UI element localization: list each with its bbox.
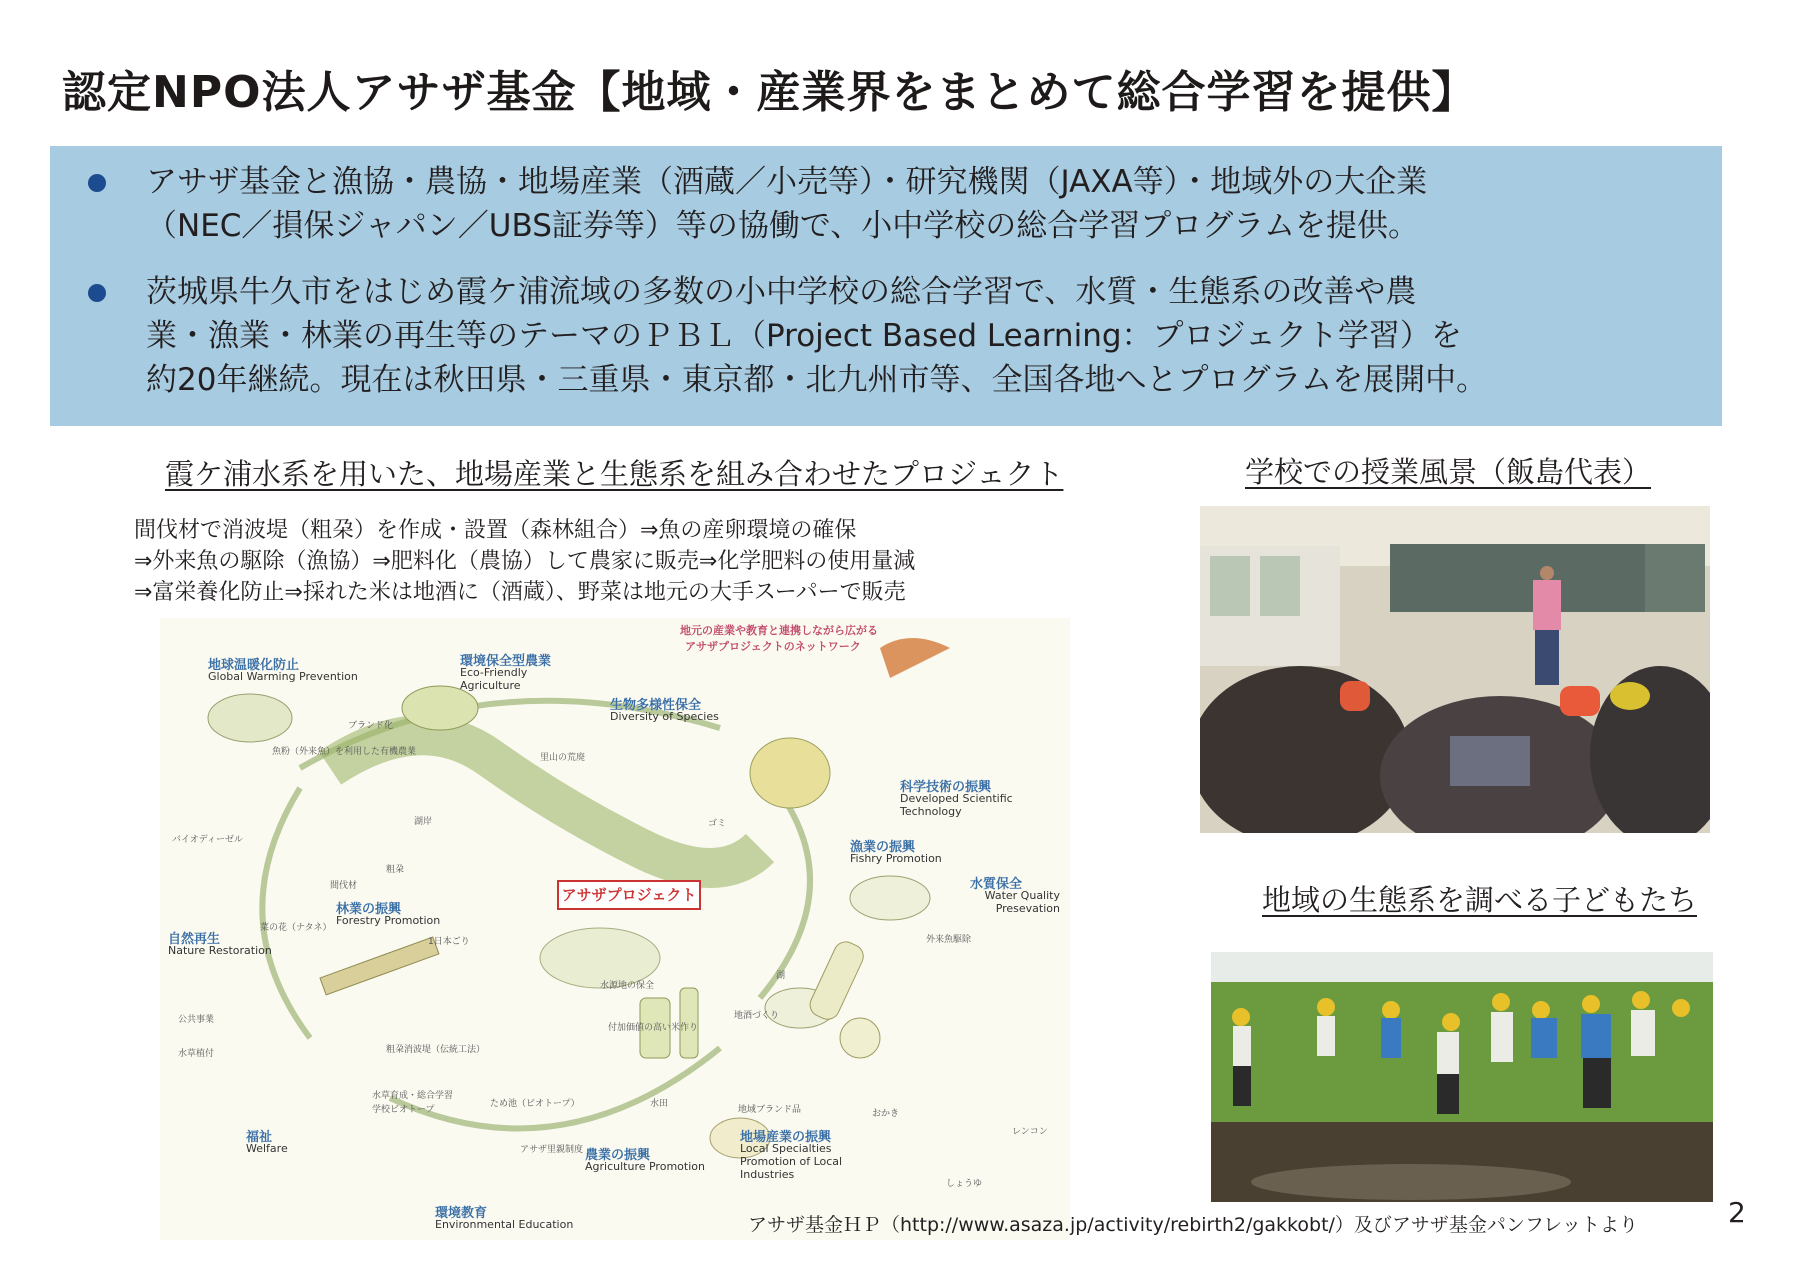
bullet-line: （NEC／損保ジャパン／UBS証券等）等の協働で、小中学校の総合学習プログラムを提供。 [146, 208, 1419, 244]
node-label: 地球温暖化防止 [208, 658, 300, 673]
page-number: 2 [1728, 1196, 1746, 1229]
small-label: 水源地の保全 [600, 981, 655, 991]
classroom-photo-graphic [1200, 506, 1710, 833]
node-label-en: Forestry Promotion [336, 914, 441, 927]
network-header: アサザプロジェクトのネットワーク [685, 640, 861, 653]
node-label: 福祉 [246, 1130, 273, 1145]
small-label: ブランド化 [348, 721, 394, 731]
small-label: 地域ブランド品 [738, 1105, 802, 1115]
small-label: 学校ビオトープ [372, 1105, 435, 1115]
ecosystem-heading: 地域の生態系を調べる子どもたち [1262, 883, 1698, 917]
node-label-en: Diversity of Species [610, 710, 719, 723]
node-label: 自然再生 [168, 932, 221, 947]
small-label: 魚粉（外来魚）を利用した有機農業 [272, 747, 417, 757]
bullet-line: 茨城県牛久市をはじめ霞ケ浦流域の多数の小中学校の総合学習で、水質・生態系の改善や農 [146, 274, 1417, 310]
node-label-en: Eco-Friendly Agriculture [460, 666, 528, 692]
small-label: 間伐材 [330, 881, 358, 891]
small-label: 水草育成・総合学習 [372, 1091, 454, 1101]
classroom-heading: 学校での授業風景（飯島代表） [1245, 455, 1652, 489]
small-label: おかき [872, 1109, 900, 1119]
small-label: アサザ里親制度 [520, 1145, 584, 1155]
small-label: 外来魚駆除 [926, 935, 972, 945]
bullet-line: 約20年継続。現在は秋田県・三重県・東京都・北九州市等、全国各地へとプログラムを展開中。 [146, 362, 1488, 398]
network-header: 地元の産業や教育と連携しながら広がる [680, 624, 878, 637]
page-title: 認定NPO法人アサザ基金【地域・産業界をまとめて総合学習を提供】 [62, 67, 1477, 118]
small-label: 粗朶消波堤（伝統工法） [386, 1045, 486, 1055]
small-label: 公共事業 [178, 1015, 215, 1025]
flow-line: ⇒富栄養化防止⇒採れた米は地酒に（酒蔵）、野菜は地元の大手スーパーで販売 [134, 580, 906, 605]
asaza-network-illustration [160, 618, 1070, 1240]
small-label: 湖岸 [414, 817, 433, 827]
node-label-en: Local Specialties Promotion of Local Industries [740, 1142, 843, 1181]
flow-line: 間伐材で消波堤（粗朶）を作成・設置（森林組合）⇒魚の産卵環境の確保 [134, 518, 857, 543]
node-label-en: Fishry Promotion [850, 852, 942, 865]
project-heading: 霞ケ浦水系を用いた、地場産業と生態系を組み合わせたプロジェクト [165, 457, 1064, 491]
bullet-dot-icon [88, 284, 106, 302]
bullet-item [88, 160, 1688, 248]
node-label: 生物多様性保全 [610, 698, 702, 713]
node-label-en: Global Warming Prevention [208, 670, 358, 683]
bullet-line: 業・漁業・林業の再生等のテーマのＰＢＬ（Project Based Learning：プロジェクト学習）を [146, 318, 1462, 354]
small-label: 1日本ごり [428, 937, 470, 947]
small-label: ため池（ビオトープ） [490, 1099, 580, 1109]
node-label-en: Developed Scientific Technology [900, 792, 1013, 818]
small-label: 粗朶 [386, 865, 405, 875]
source-citation: アサザ基金ＨＰ（http://www.asaza.jp/activity/rebirth2/gakkobt/）及びアサザ基金パンフレットより [748, 1214, 1638, 1236]
node-label-en: Environmental Education [435, 1218, 574, 1231]
children-photo [1211, 952, 1713, 1202]
small-label: 菜の花（ナタネ） [260, 923, 332, 933]
small-label: レンコン [1012, 1127, 1048, 1137]
small-label: しょうゆ [946, 1179, 983, 1189]
classroom-photo [1200, 506, 1710, 833]
node-label: 農業の振興 [585, 1148, 651, 1163]
bullet-line: アサザ基金と漁協・農協・地場産業（酒蔵／小売等）・研究機関（JAXA等）・地域外の大企業 [146, 164, 1428, 200]
node-label: 環境保全型農業 [460, 654, 552, 669]
small-label: ゴミ [708, 819, 727, 829]
small-label: 付加価値の高い米作り [608, 1023, 699, 1033]
node-label: 水質保全 [970, 877, 1023, 892]
small-label: 水草植付 [178, 1049, 215, 1059]
small-label: バイオディーゼル [172, 835, 243, 845]
node-label-en: Nature Restoration [168, 944, 272, 957]
node-label-en: Agriculture Promotion [585, 1160, 705, 1173]
bullet-item [88, 270, 1688, 402]
node-label: 林業の振興 [336, 902, 402, 917]
node-label-en: Welfare [246, 1142, 288, 1155]
project-flow [134, 515, 1094, 608]
center-label: アサザプロジェクト [557, 880, 701, 910]
small-label: 湖 [776, 971, 786, 981]
node-label: 科学技術の振興 [900, 780, 992, 795]
bullet-dot-icon [88, 174, 106, 192]
flow-line: ⇒外来魚の駆除（漁協）⇒肥料化（農協）して農家に販売⇒化学肥料の使用量減 [134, 549, 916, 574]
small-label: 里山の荒廃 [540, 753, 586, 763]
node-label: 地場産業の振興 [740, 1130, 832, 1145]
small-label: 水田 [650, 1099, 669, 1109]
node-label: 漁業の振興 [850, 840, 916, 855]
node-label-en: Water Quality Presevation [984, 889, 1060, 915]
children-photo-graphic [1211, 952, 1713, 1202]
small-label: 地酒づくり [734, 1011, 780, 1021]
node-label: 環境教育 [435, 1206, 488, 1221]
